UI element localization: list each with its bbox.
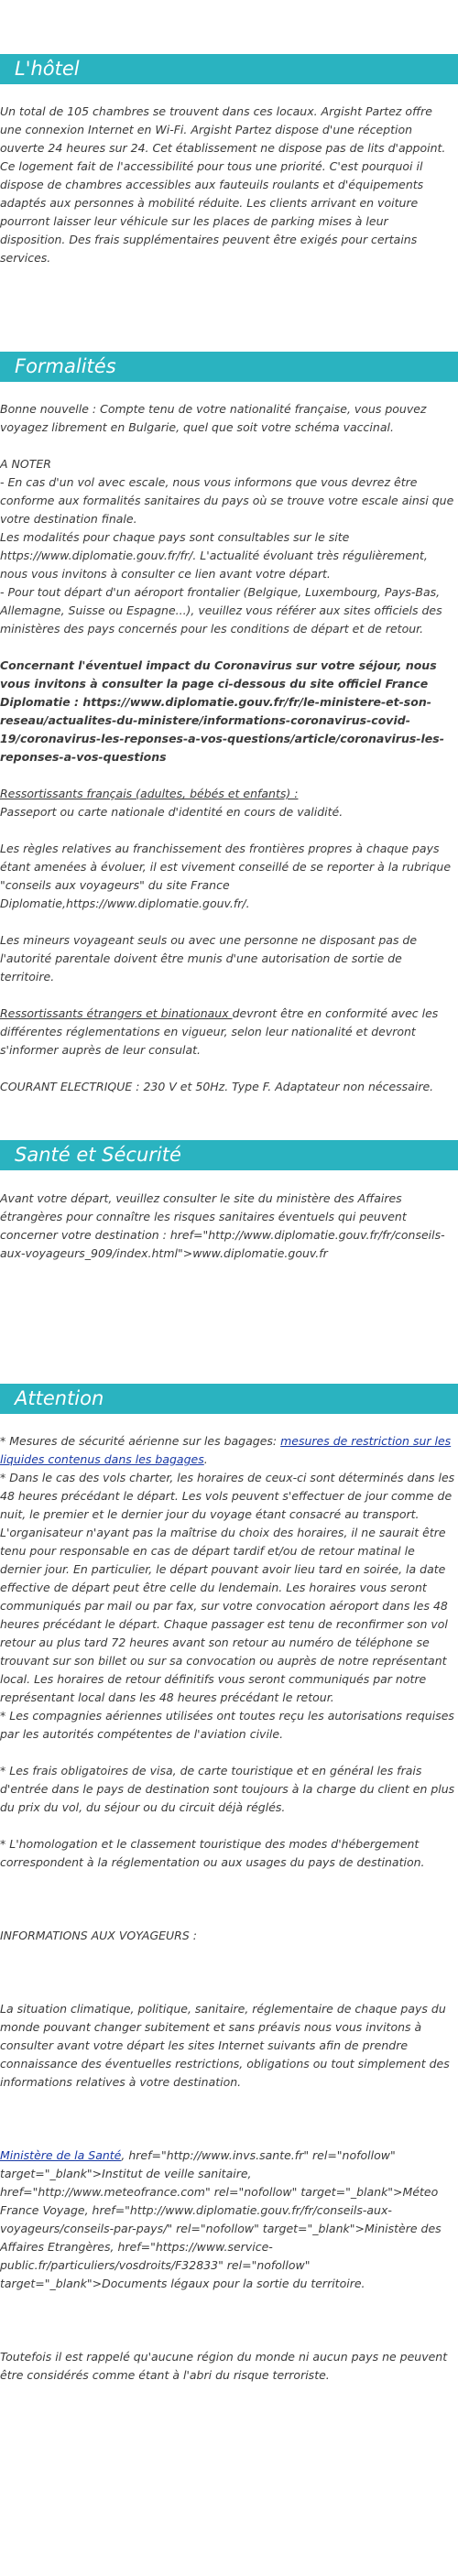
formalites-content <box>0 400 455 1096</box>
attention-content <box>0 1432 455 2385</box>
sites-paragraph <box>0 2147 455 2293</box>
situation-text: La situation climatique, politique, sanitaire, réglementaire de chaque pays du monde pouvant changer subitement et sans préavis nous vous invitons à consulter avant votre départ les sites Internet suivants afin de prendre connaissance des éventuelles restrictions, obligations ou tout simplement des informations relatives à votre destination. <box>0 2002 450 2089</box>
frais-text: * Les frais obligatoires de visa, de carte touristique et en général les frais d'entrée dans le pays de destination sont toujours à la charge du client en plus du prix du vol, du séjour ou du circuit déjà réglés. <box>0 1764 455 1814</box>
ressortissants-etrangers-text: devront être en conformité avec les différentes réglementations en vigueur, selon leur nationalité et devront s'informer auprès de leur consulat. <box>0 1006 439 1057</box>
horaires-text: * Dans le cas des vols charter, les horaires de ceux-ci sont déterminés dans les 48 heures précédant le départ. Les vols peuvent s'effectuer de jour comme de nuit, le premier et le dernier jour du voyage étant consacré au transport. L'organisateur n'ayant pas la maîtrise du choix des horaires, il ne saurait être tenu pour responsable en cas de départ tardif et/ou de retour matinal le dernier jour. En particulier, le départ pouvant avoir lieu tard en soirée, la date effective de départ peut être celle du lendemain. Les horaires vous seront communiqués par mail ou par fax, sur votre convocation aéroport dans les 48 heures précédant le départ. Chaque passager est tenu de reconfirmer son vol retour au plus tard 72 heures avant son retour au numéro de téléphone se trouvant sur son billet ou sur sa convocation ou auprès de notre représentant local. Les horaires de retour définitifs vous seront communiqués par notre représentant local dans les 48 heures précédant le retour. <box>0 1471 455 1704</box>
section-header-formalites <box>0 352 458 382</box>
sante-description: Avant votre départ, veuillez consulter le site du ministère des Affaires étrangères pour connaître les risques sanitaires éventuels qui peuvent concerner votre destination : href="http://www.diplomatie.gouv.fr/fr/conseils-aux-voyageurs_909/index.html">www.diplomatie.gouv.fr <box>0 1191 445 1260</box>
coronavirus-notice: Concernant l'éventuel impact du Coronavirus sur votre séjour, nous vous invitons à consulter la page ci-dessous du site officiel France Diplomatie : https://www.diplomatie.gouv.fr/fr/le-ministere-et-son-reseau/actualites-du-ministere/informations-coronavirus-covid-19/coronavirus-les-reponses-a-vos-questions/article/coronavirus-les-reponses-a-vos-questions <box>0 658 444 764</box>
mesures-prefix: * Mesures de sécurité aérienne sur les bagages: <box>0 1434 281 1448</box>
section-header-sante <box>0 1140 458 1170</box>
section-header-attention <box>0 1384 458 1414</box>
mineurs-text: Les mineurs voyageant seuls ou avec une personne ne disposant pas de l'autorité parentale doivent être munis d'une autorisation de sortie de territoire. <box>0 933 418 984</box>
section-title-sante: Santé et Sécurité <box>15 1144 181 1166</box>
passeport-text: Passeport ou carte nationale d'identité en cours de validité. <box>0 805 344 819</box>
compagnies-text: * Les compagnies aériennes utilisées ont toutes reçu les autorisations requises par les autorités compétentes de l'aviation civile. <box>0 1709 454 1741</box>
ressortissants-etrangers-paragraph <box>0 1005 455 1060</box>
section-title-formalites: Formalités <box>15 355 116 377</box>
escale-text: - En cas d'un vol avec escale, nous vous informons que vous devrez être conforme aux formalités sanitaires du pays où se trouve votre escale ainsi que votre destination finale. <box>0 475 454 526</box>
frontalier-text: - Pour tout départ d'un aéroport frontalier (Belgique, Luxembourg, Pays-Bas, Allemagne, Suisse ou Espagne...), veuillez vous référer aux sites officiels des ministères des pays concernés pour les conditions de départ et de retour. <box>0 585 442 636</box>
informations-voyageurs-heading: INFORMATIONS AUX VOYAGEURS : <box>0 1929 197 1942</box>
mesures-securite-paragraph <box>0 1432 455 1469</box>
hotel-description: Un total de 105 chambres se trouvent dans ces locaux. Argisht Partez offre une connexion Internet en Wi-Fi. Argisht Partez dispose d'une réception ouverte 24 heures sur 24. Cet établissement ne dispose pas de lits d'appoint. Ce logement fait de l'accessibilité pour tous une priorité. C'est pourquoi il dispose de chambres accessibles aux fauteuils roulants et d'équipements adaptés aux personnes à mobilité réduite. Les clients arrivant en voiture pourront laisser leur véhicule sur les places de parking mises à leur disposition. Des frais supplémentaires peuvent être exigés pour certains services. <box>0 104 446 265</box>
ministere-sante-link[interactable]: Ministère de la Santé <box>0 2148 122 2162</box>
modalites-text: Les modalités pour chaque pays sont consultables sur le site https://www.diplomatie.gouv.fr/fr/. L'actualité évoluant très régulièrement, nous vous invitons à consulter ce lien avant votre départ. <box>0 530 428 581</box>
section-title-attention: Attention <box>15 1387 104 1409</box>
homologation-text: * L'homologation et le classement touristique des modes d'hébergement correspondent à la réglementation ou aux usages du pays de destination. <box>0 1837 425 1869</box>
formalites-intro: Bonne nouvelle : Compte tenu de votre nationalité française, vous pouvez voyagez librement en Bulgarie, quel que soit votre schéma vaccinal. <box>0 402 427 434</box>
a-noter-label: A NOTER <box>0 457 51 471</box>
courant-electrique-text: COURANT ELECTRIQUE : 230 V et 50Hz. Type F. Adaptateur non nécessaire. <box>0 1080 434 1093</box>
regles-frontieres-text: Les règles relatives au franchissement des frontières propres à chaque pays étant amenées à évoluer, il est vivement conseillé de se reporter à la rubrique "conseils aux voyageurs" du site France Diplomatie,https://www.diplomatie.gouv.fr/. <box>0 842 452 910</box>
mesures-suffix: . <box>203 1452 208 1466</box>
terrorisme-text: Toutefois il est rappelé qu'aucune région du monde ni aucun pays ne peuvent être considérés comme étant à l'abri du risque terroriste. <box>0 2350 448 2382</box>
sites-list-text: , href="http://www.invs.sante.fr" rel="nofollow" target="_blank">Institut de veille sanitaire, href="http://www.meteofrance.com" rel="nofollow" target="_blank">Méteo France Voyage, href="http://www.diplomatie.gouv.fr/fr/conseils-aux-voyageurs/conseils-par-pays/" rel="nofollow" target="_blank">Ministère des Affaires Etrangères, href="https://www.service-public.fr/particuliers/vosdroits/F32833" rel="nofollow" target="_blank">Documents légaux pour la sortie du territoire. <box>0 2148 442 2290</box>
ressortissants-etrangers-heading: Ressortissants étrangers et binationaux <box>0 1006 233 1020</box>
section-title-hotel: L'hôtel <box>15 58 80 80</box>
ressortissants-francais-heading: Ressortissants français (adultes, bébés et enfants) : <box>0 787 299 800</box>
section-header-hotel <box>0 54 458 84</box>
mesures-restriction-link[interactable]: mesures de restriction sur les liquides contenus dans les bagages <box>0 1434 452 1466</box>
